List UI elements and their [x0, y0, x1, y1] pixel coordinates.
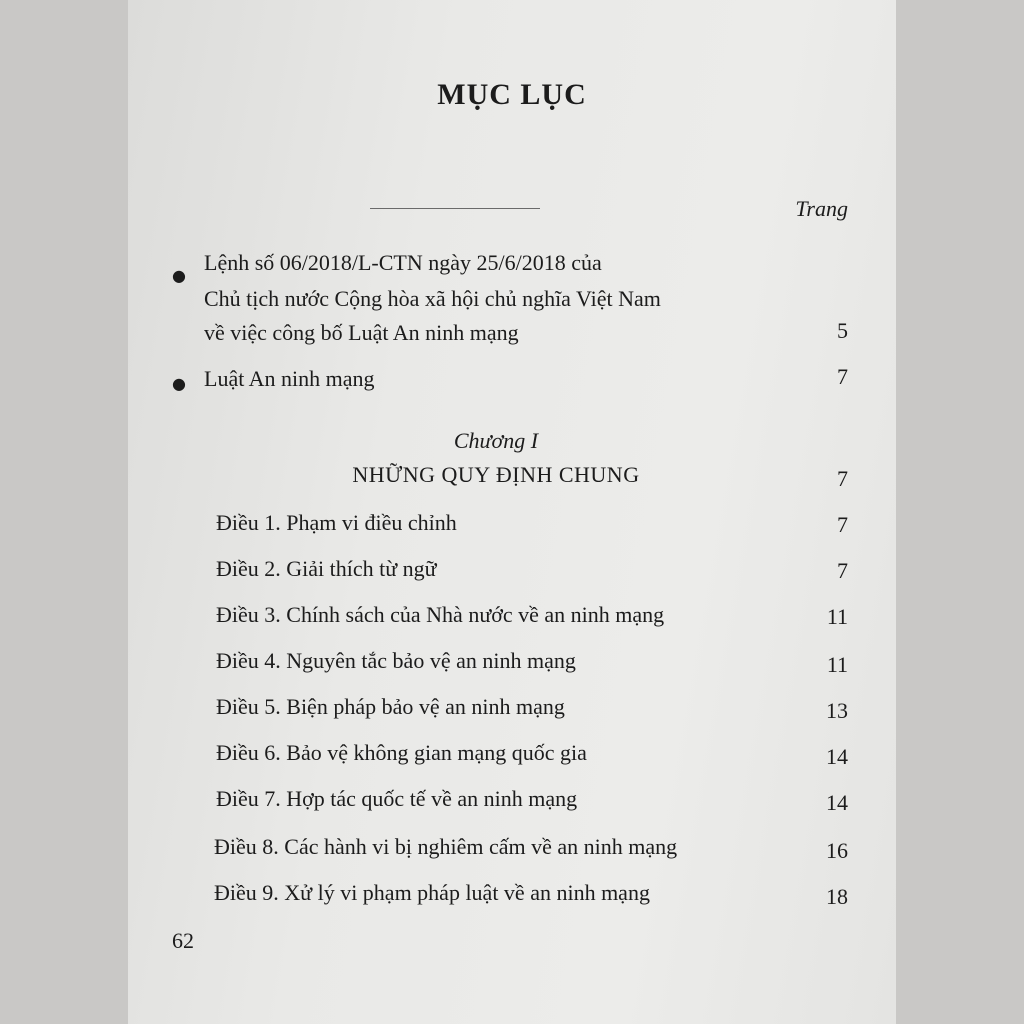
article-title: Điều 7. Hợp tác quốc tế về an ninh mạng: [216, 786, 578, 811]
chapter-label: Chương I: [453, 428, 539, 453]
toc-entry-line: về việc công bố Luật An ninh mạng: [204, 320, 519, 345]
page-title: MỤC LỤC: [437, 78, 587, 111]
page-column-label: Trang: [795, 196, 848, 221]
toc-entry-line: Chủ tịch nước Cộng hòa xã hội chủ nghĩa Việt Nam: [204, 286, 661, 311]
article-page: 7: [837, 512, 848, 537]
chapter-page: 7: [837, 466, 848, 491]
article-title: Điều 1. Phạm vi điều chỉnh: [216, 510, 457, 535]
article-page: 14: [826, 744, 848, 769]
toc-entry-page: 5: [837, 318, 848, 343]
article-title: Điều 4. Nguyên tắc bảo vệ an ninh mạng: [216, 648, 576, 673]
article-title: Điều 2. Giải thích từ ngữ: [216, 556, 437, 581]
article-page: 11: [826, 604, 848, 629]
article-page: 18: [826, 884, 848, 909]
bullet-icon: ●: [172, 374, 186, 393]
article-title: Điều 9. Xử lý vi phạm pháp luật về an ninh mạng: [214, 880, 650, 905]
article-title: Điều 5. Biện pháp bảo vệ an ninh mạng: [216, 694, 565, 719]
article-page: 13: [826, 698, 848, 723]
article-page: 14: [826, 790, 848, 815]
article-page: 16: [826, 838, 848, 863]
article-title: Điều 8. Các hành vi bị nghiêm cấm về an ninh mạng: [214, 834, 678, 859]
article-title: Điều 6. Bảo vệ không gian mạng quốc gia: [216, 740, 587, 765]
page-number: 62: [172, 928, 194, 953]
article-page: 7: [837, 558, 848, 583]
bullet-icon: ●: [172, 266, 186, 285]
article-title: Điều 3. Chính sách của Nhà nước về an ninh mạng: [216, 602, 665, 627]
toc-entry-page: 7: [837, 364, 848, 389]
toc-entry-line: Luật An ninh mạng: [204, 366, 375, 391]
chapter-title: NHỮNG QUY ĐỊNH CHUNG: [352, 462, 640, 487]
book-page: [128, 0, 896, 1024]
toc-entry-line: Lệnh số 06/2018/L-CTN ngày 25/6/2018 của: [204, 250, 602, 275]
title-divider: [370, 208, 540, 209]
article-page: 11: [826, 652, 848, 677]
